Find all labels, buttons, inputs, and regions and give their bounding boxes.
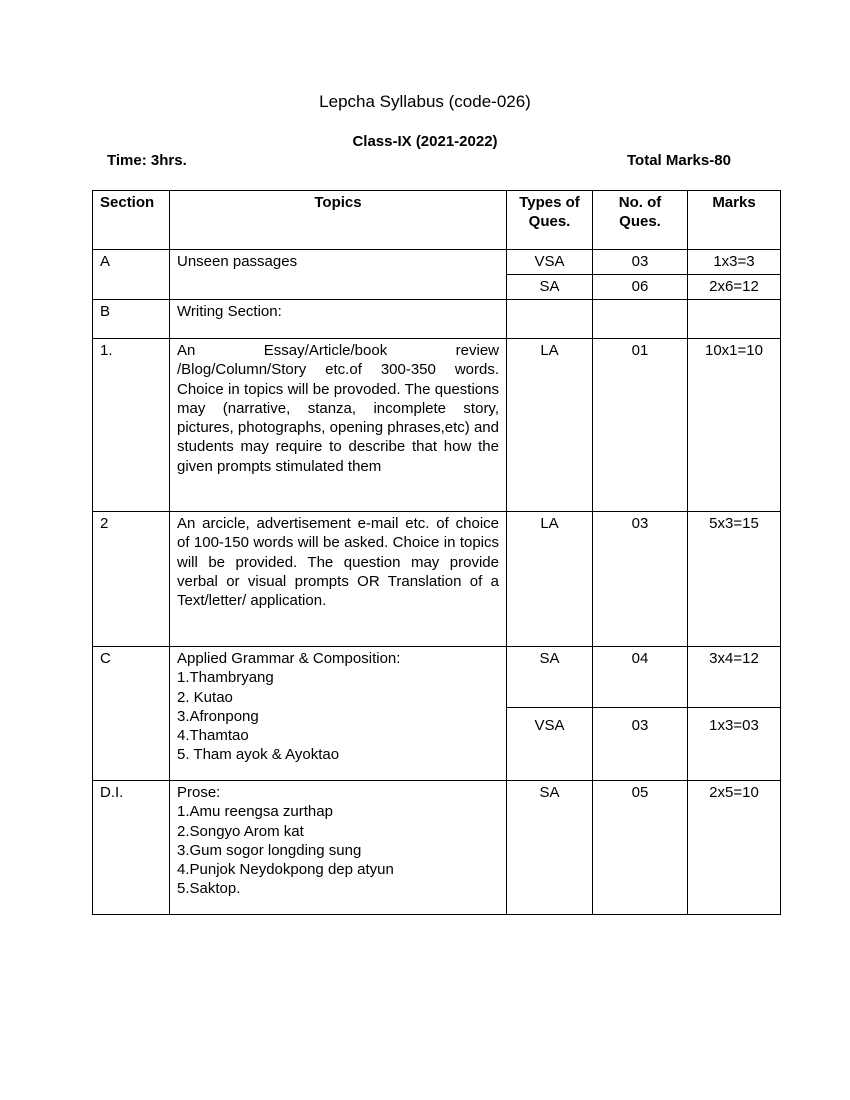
time-label: Time: 3hrs. — [107, 152, 187, 169]
topic-item: 3.Afronpong — [177, 707, 259, 725]
type-cell: VSA — [507, 250, 593, 275]
topic-heading: Prose: — [177, 784, 221, 801]
no-cell: 05 — [593, 781, 688, 915]
topic-item: 5. Tham ayok & Ayoktao — [177, 746, 340, 764]
type-cell: VSA — [507, 708, 593, 781]
topic-item: 1.Amu reengsa zurthap — [177, 803, 333, 821]
table-row — [93, 647, 781, 708]
total-marks-label: Total Marks-80 — [627, 152, 731, 169]
class-subtitle: Class-IX (2021-2022) — [352, 133, 498, 150]
marks-cell: 1x3=03 — [688, 708, 781, 781]
syllabus-table — [92, 190, 781, 915]
marks-cell: 5x3=15 — [688, 512, 781, 647]
no-cell: 03 — [593, 708, 688, 781]
type-cell: SA — [507, 275, 593, 300]
topic-item: 5.Saktop. — [177, 880, 241, 898]
type-cell: SA — [507, 647, 593, 708]
section-cell: C — [93, 647, 170, 781]
type-cell: LA — [507, 512, 593, 647]
topic-cell: An Essay/Article/book review /Blog/Column/Story etc.of 300-350 words. Choice in topics will be provoded. The questions may (narrative, stanza, incomplete story, pictures, photographs, opening phrases,etc) and students may require to describe that how the given prompts stimulated them — [170, 339, 507, 512]
no-cell: 03 — [593, 250, 688, 275]
no-cell: 01 — [593, 339, 688, 512]
marks-cell: 2x5=10 — [688, 781, 781, 915]
header-section: Section — [93, 191, 170, 250]
topic-cell: Unseen passages — [170, 250, 507, 300]
topic-item: 3.Gum sogor longding sung — [177, 841, 362, 859]
section-cell: 2 — [93, 512, 170, 647]
topic-cell — [170, 781, 507, 915]
table-row — [93, 512, 781, 647]
header-types: Types of Ques. — [507, 191, 593, 250]
topic-cell: An arcicle, advertisement e-mail etc. of choice of 100-150 words will be asked. Choice in topics will be provided. The question may provide verbal or visual prompts OR Translation of a Text/letter/ application. — [170, 512, 507, 647]
no-cell: 06 — [593, 275, 688, 300]
no-cell: 03 — [593, 512, 688, 647]
marks-cell: 1x3=3 — [688, 250, 781, 275]
section-cell: 1. — [93, 339, 170, 512]
type-cell: SA — [507, 781, 593, 915]
topic-item: 2.Songyo Arom kat — [177, 822, 304, 840]
topic-cell: Writing Section: — [170, 300, 507, 339]
section-cell: D.I. — [93, 781, 170, 915]
topic-item: 1.Thambryang — [177, 669, 274, 687]
topic-item: 4.Thamtao — [177, 727, 249, 745]
document-title: Lepcha Syllabus (code-026) — [319, 92, 531, 111]
marks-cell: 10x1=10 — [688, 339, 781, 512]
marks-cell: 2x6=12 — [688, 275, 781, 300]
header-no: No. of Ques. — [593, 191, 688, 250]
marks-cell: 3x4=12 — [688, 647, 781, 708]
section-cell: B — [93, 300, 170, 339]
section-cell: A — [93, 250, 170, 300]
topic-item: 2. Kutao — [177, 688, 233, 706]
topic-cell — [170, 647, 507, 781]
topic-heading: Applied Grammar & Composition: — [177, 650, 401, 667]
table-header-row — [93, 191, 781, 250]
topic-item: 4.Punjok Neydokpong dep atyun — [177, 861, 394, 879]
marks-cell — [688, 300, 781, 339]
header-topics: Topics — [170, 191, 507, 250]
table-row — [93, 250, 781, 275]
type-cell: LA — [507, 339, 593, 512]
table-row — [93, 781, 781, 915]
header-marks: Marks — [688, 191, 781, 250]
type-cell — [507, 300, 593, 339]
no-cell: 04 — [593, 647, 688, 708]
table-row — [93, 339, 781, 512]
table-row — [93, 300, 781, 339]
no-cell — [593, 300, 688, 339]
